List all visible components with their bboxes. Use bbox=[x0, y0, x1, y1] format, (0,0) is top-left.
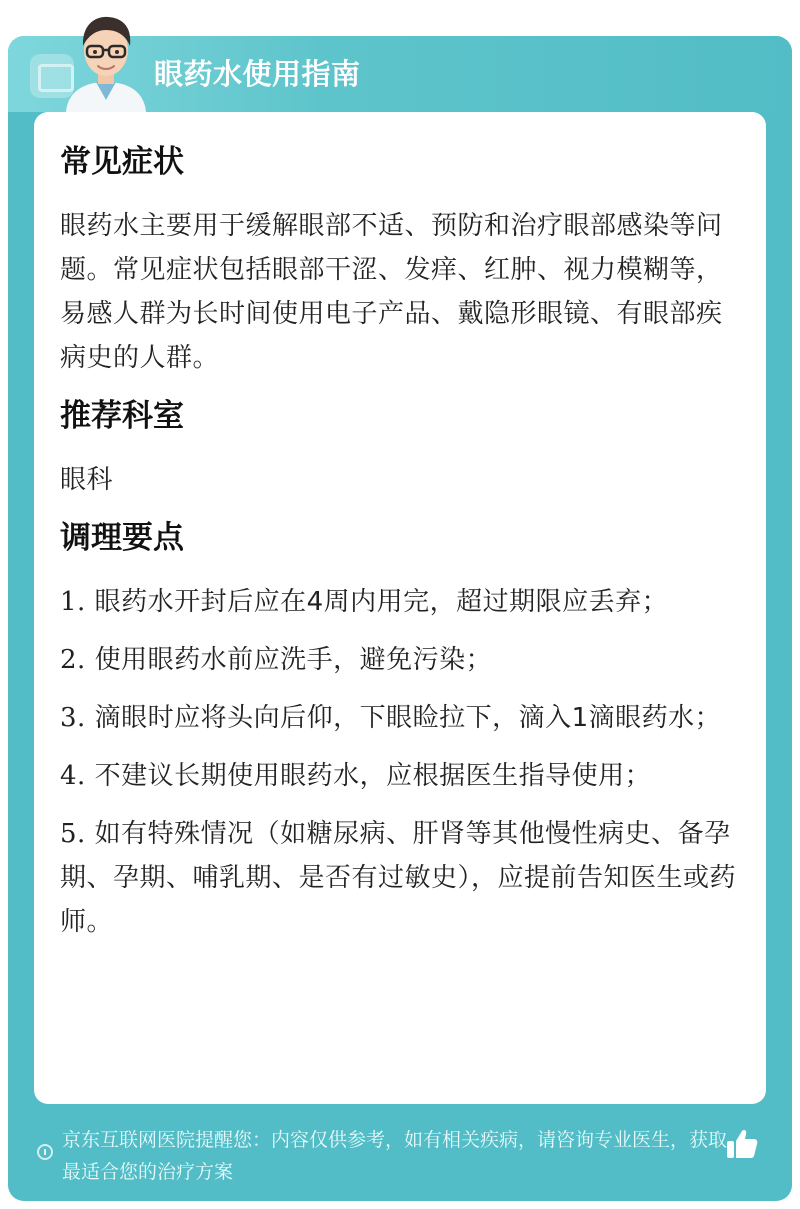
symptoms-heading: 常见症状 bbox=[60, 144, 184, 180]
disclaimer-footer bbox=[34, 1118, 774, 1188]
list-item bbox=[60, 638, 740, 682]
disclaimer-text: 京东互联网医院提醒您：内容仅供参考，如有相关疾病，请咨询专业医生，获取最适合您的治疗方案 bbox=[62, 1129, 728, 1183]
info-icon bbox=[37, 1144, 53, 1160]
list-item-number: 4. bbox=[60, 761, 86, 791]
list-item bbox=[60, 812, 740, 944]
thumbs-up-icon[interactable] bbox=[724, 1126, 760, 1162]
list-item-text: 不建议长期使用眼药水，应根据医生指导使用； bbox=[85, 761, 652, 791]
list-item bbox=[60, 754, 740, 798]
list-item-number: 5. bbox=[60, 819, 86, 849]
care-heading: 调理要点 bbox=[60, 520, 184, 556]
list-item bbox=[60, 696, 740, 740]
list-item-text: 如有特殊情况（如糖尿病、肝肾等其他慢性病史、备孕期、孕期、哺乳期、是否有过敏史），应提前告知医生或药师。 bbox=[60, 819, 737, 937]
list-item bbox=[60, 580, 740, 624]
department-heading: 推荐科室 bbox=[60, 398, 184, 434]
list-item-number: 3. bbox=[60, 703, 86, 733]
list-item-number: 2. bbox=[60, 645, 86, 675]
list-item-text: 使用眼药水前应洗手，避免污染； bbox=[85, 645, 493, 675]
list-item-number: 1. bbox=[60, 587, 86, 617]
department-body: 眼科 bbox=[60, 465, 114, 495]
care-list bbox=[60, 580, 740, 944]
symptoms-body: 眼药水主要用于缓解眼部不适、预防和治疗眼部感染等问题。常见症状包括眼部干涩、发痒、红肿、视力模糊等，易感人群为长时间使用电子产品、戴隐形眼镜、有眼部疾病史的人群。 bbox=[60, 211, 723, 373]
guide-card-frame bbox=[8, 36, 792, 1201]
list-item-text: 滴眼时应将头向后仰，下眼睑拉下，滴入1滴眼药水； bbox=[85, 703, 722, 733]
page-title: 眼药水使用指南 bbox=[154, 57, 361, 91]
content-card bbox=[34, 112, 766, 1104]
doctor-avatar bbox=[56, 8, 156, 112]
list-item-text: 眼药水开封后应在4周内用完，超过期限应丢弃； bbox=[85, 587, 669, 617]
